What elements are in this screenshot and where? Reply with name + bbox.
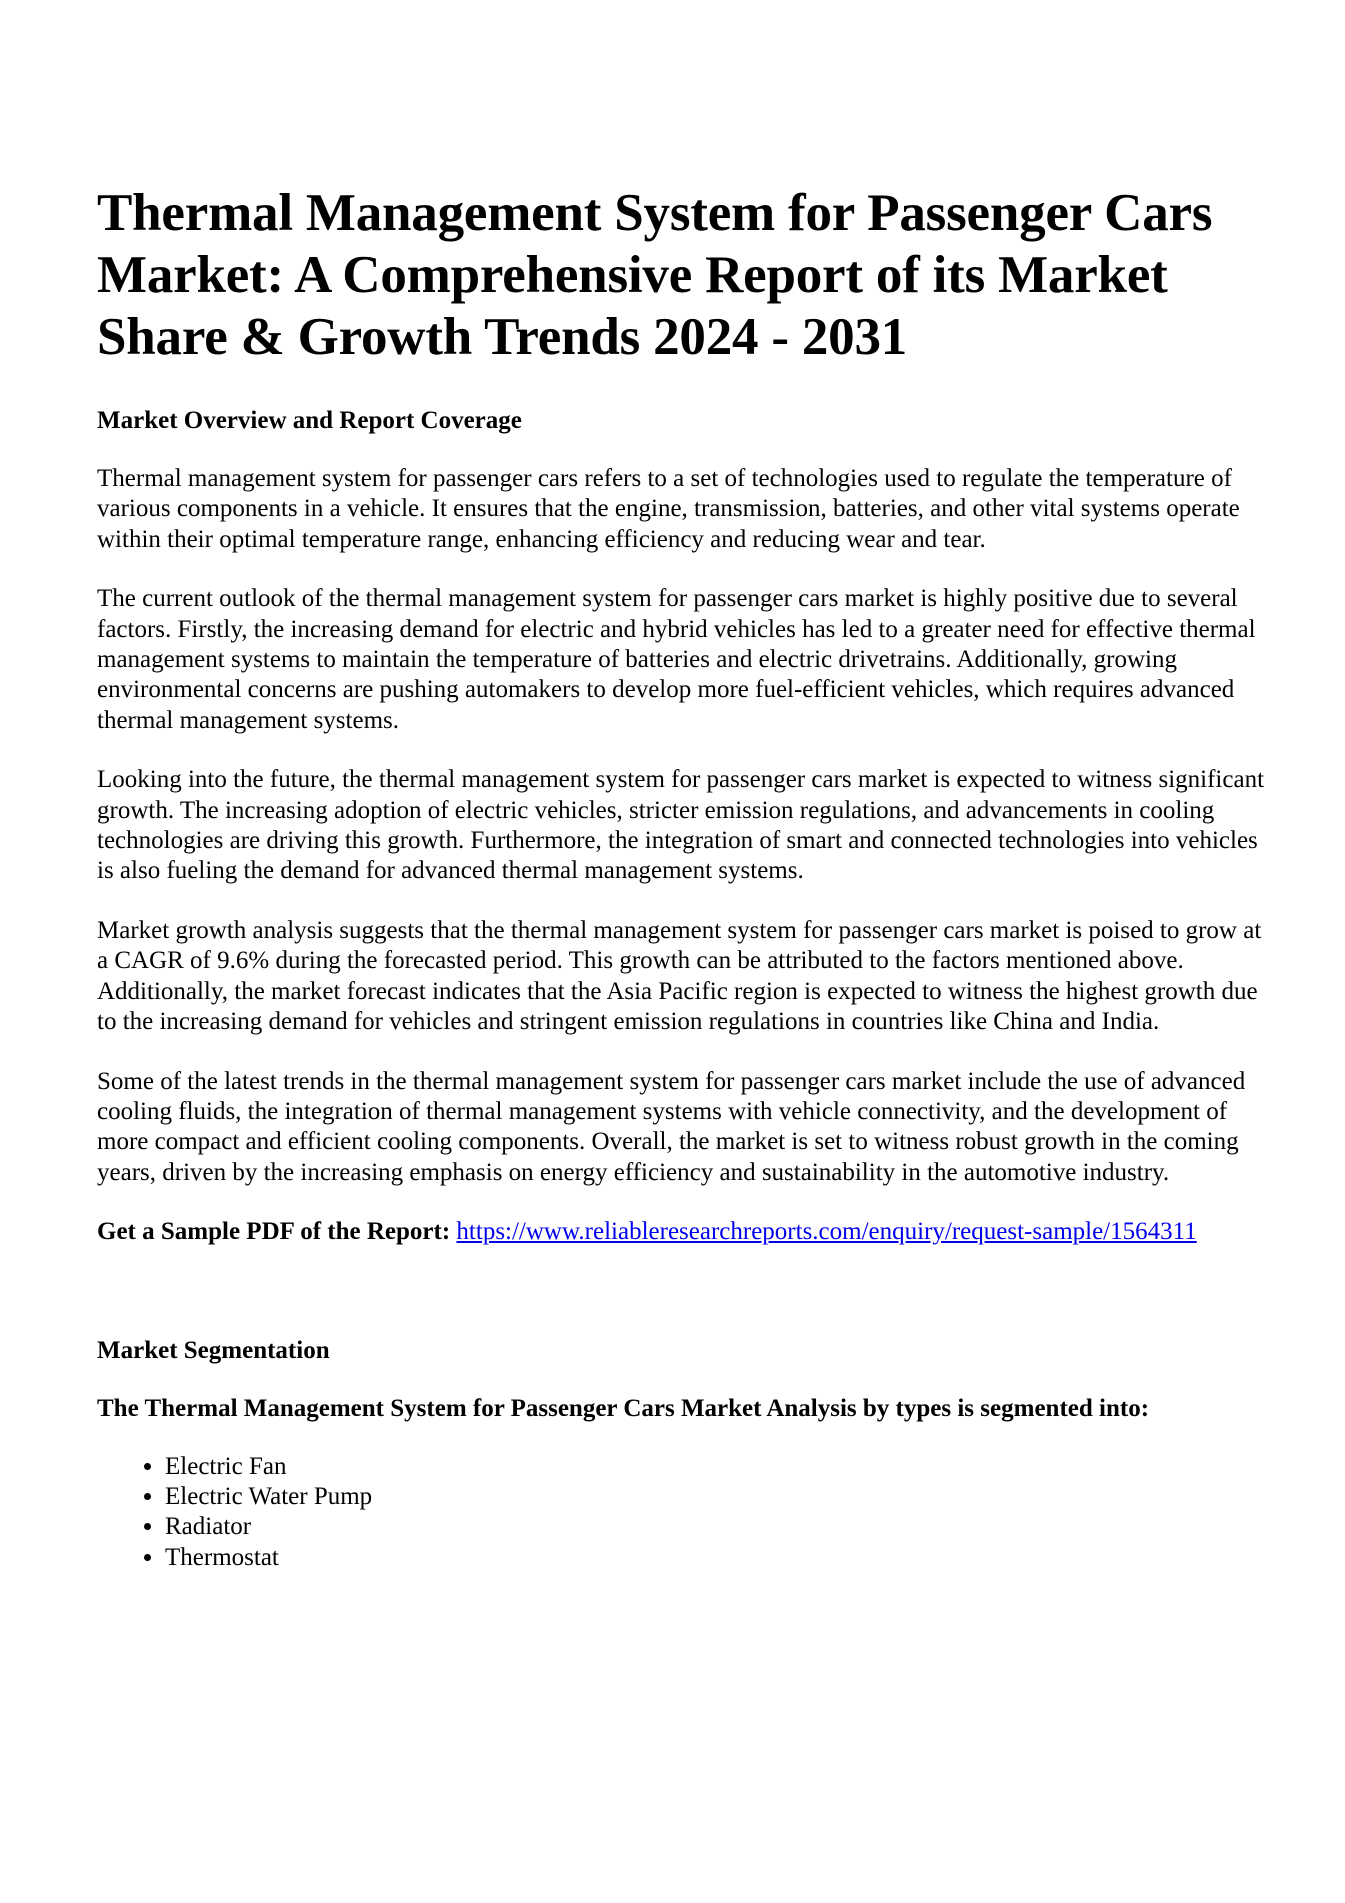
paragraph-latest-trends: Some of the latest trends in the thermal management system for passenger cars market include the use of advanced cooling fluids, the integration of thermal management systems with vehicle connectivity, and the development of more compact and efficient cooling components. Overall, the market is set to witness robust growth in the coming years, driven by the increasing emphasis on energy efficiency and sustainability in the automotive industry.	[97, 1067, 1246, 1186]
paragraph-growth-analysis: Market growth analysis suggests that the thermal management system for passenger cars market is poised to grow at a CAGR of 9.6% during the forecasted period. This growth can be attributed to the factors mentioned above. Additionally, the market forecast indicates that the Asia Pacific region is expected to witness the highest growth due to the increasing demand for vehicles and stringent emission regulations in countries like China and India.	[97, 916, 1262, 1036]
sample-pdf-link[interactable]: https://www.reliableresearchreports.com/enquiry/request-sample/1564311	[456, 1218, 1197, 1246]
document-page	[97, 182, 1267, 1573]
list-item: • Thermostat	[165, 1543, 1267, 1573]
paragraph-future-outlook: Looking into the future, the thermal management system for passenger cars market is expected to witness significant growth. The increasing adoption of electric vehicles, stricter emission regulations, and advancements in cooling technologies are driving this growth. Furthermore, the integration of smart and connected technologies into vehicles is also fueling the demand for advanced thermal management systems.	[97, 766, 1265, 885]
paragraph-current-outlook: The current outlook of the thermal management system for passenger cars market is highly positive due to several factors. Firstly, the increasing demand for electric and hybrid vehicles has led to a greater need for effective thermal management systems to maintain the temperature of batteries and electric drivetrains. Additionally, growing environmental concerns are pushing automakers to develop more fuel-efficient vehicles, which requires advanced thermal management systems.	[97, 585, 1256, 734]
paragraph-definition: Thermal management system for passenger cars refers to a set of technologies used to regulate the temperature of various components in a vehicle. It ensures that the engine, transmission, batteries, and other vital systems operate within their optimal temperature range, enhancing efficiency and reducing wear and tear.	[97, 465, 1240, 553]
types-heading: The Thermal Management System for Passenger Cars Market Analysis by types is segmented into:	[97, 1394, 1150, 1422]
list-item: • Radiator	[165, 1512, 1267, 1542]
sample-pdf-label: Get a Sample PDF of the Report:	[97, 1218, 451, 1246]
types-list	[97, 1452, 1267, 1574]
section-spacer	[97, 1248, 1267, 1336]
sample-pdf-line	[97, 1217, 1267, 1247]
overview-heading: Market Overview and Report Coverage	[97, 407, 522, 434]
document-title: Thermal Management System for Passenger Cars Market: A Comprehensive Report of its Market Share & Growth Trends 2024 - 2031	[97, 184, 1213, 366]
list-item: • Electric Fan	[165, 1452, 1267, 1482]
segmentation-heading: Market Segmentation	[97, 1336, 330, 1364]
list-item: • Electric Water Pump	[165, 1482, 1267, 1512]
